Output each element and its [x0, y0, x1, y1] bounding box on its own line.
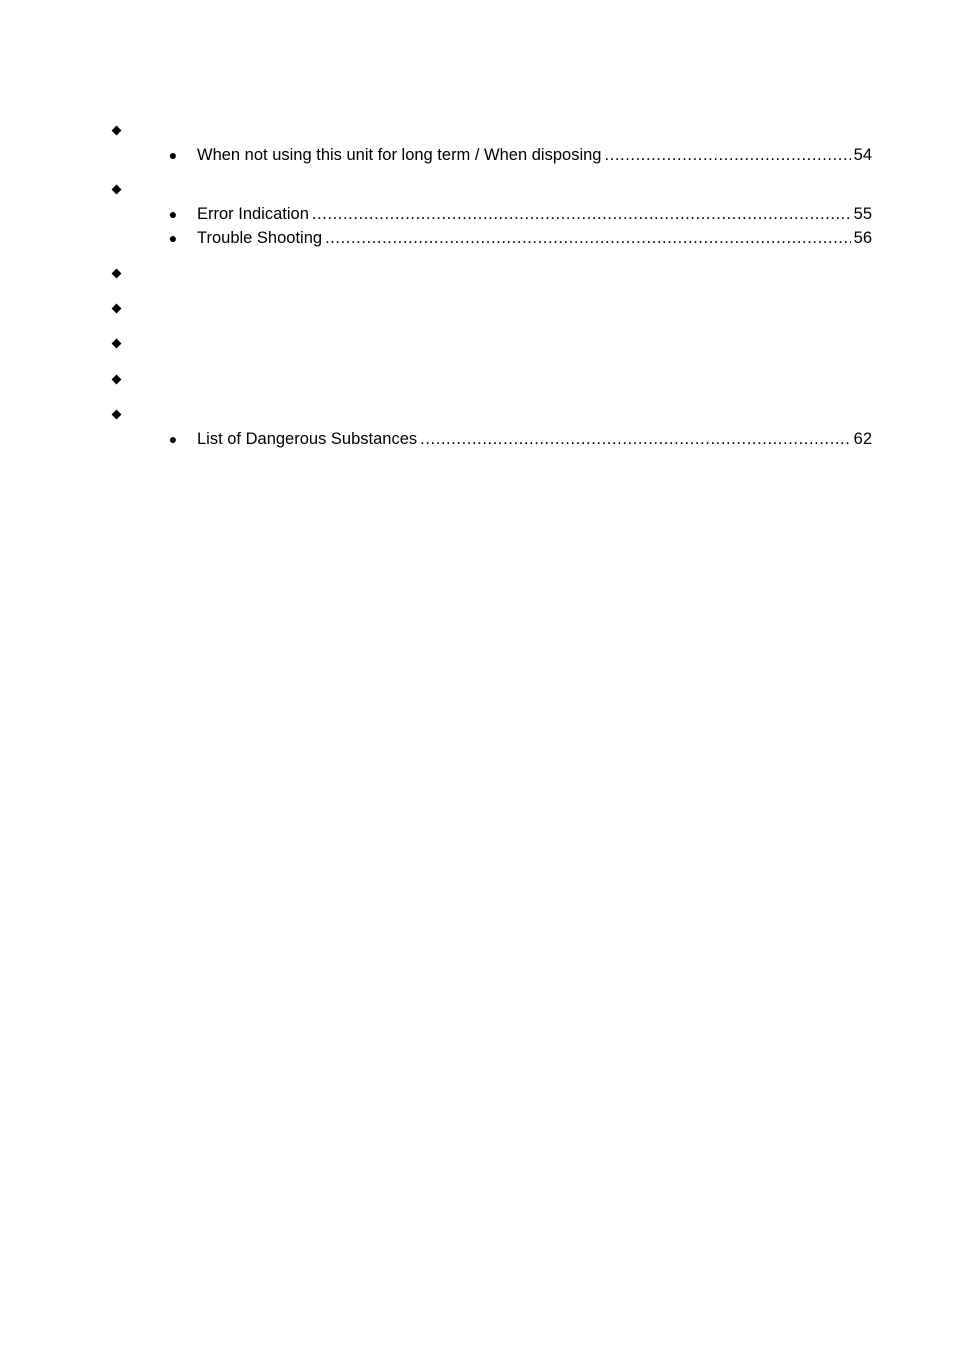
- section-bullet-diamond: [112, 375, 122, 385]
- bullet-icon: ●: [168, 206, 178, 222]
- dot-leader: [420, 429, 851, 449]
- dot-leader: [604, 145, 850, 165]
- section-bullet-diamond: [112, 339, 122, 349]
- toc-entry-title: Trouble Shooting: [197, 229, 323, 247]
- toc-entry-title: Error Indication: [197, 205, 309, 223]
- toc-entry-page: 62: [853, 430, 872, 448]
- bullet-icon: ●: [168, 431, 178, 447]
- dot-leader: [312, 204, 851, 224]
- section-bullet-diamond: [112, 304, 122, 314]
- toc-entry-page: 54: [853, 146, 872, 164]
- section-bullet-diamond: [112, 185, 122, 195]
- bullet-icon: ●: [168, 147, 178, 163]
- dot-leader: [325, 228, 851, 248]
- section-bullet-diamond: [112, 410, 122, 420]
- bullet-icon: ●: [168, 230, 178, 246]
- toc-entry[interactable]: [168, 204, 872, 224]
- toc-entry[interactable]: [168, 228, 872, 248]
- section-bullet-diamond: [112, 269, 122, 279]
- toc-entry[interactable]: [168, 145, 872, 165]
- toc-entry-title: When not using this unit for long term / When disposing: [197, 146, 602, 164]
- toc-entry[interactable]: [168, 429, 872, 449]
- toc-entry-title: List of Dangerous Substances: [197, 430, 418, 448]
- toc-entry-page: 56: [853, 229, 872, 247]
- section-bullet-diamond: [112, 126, 122, 136]
- toc-entry-page: 55: [853, 205, 872, 223]
